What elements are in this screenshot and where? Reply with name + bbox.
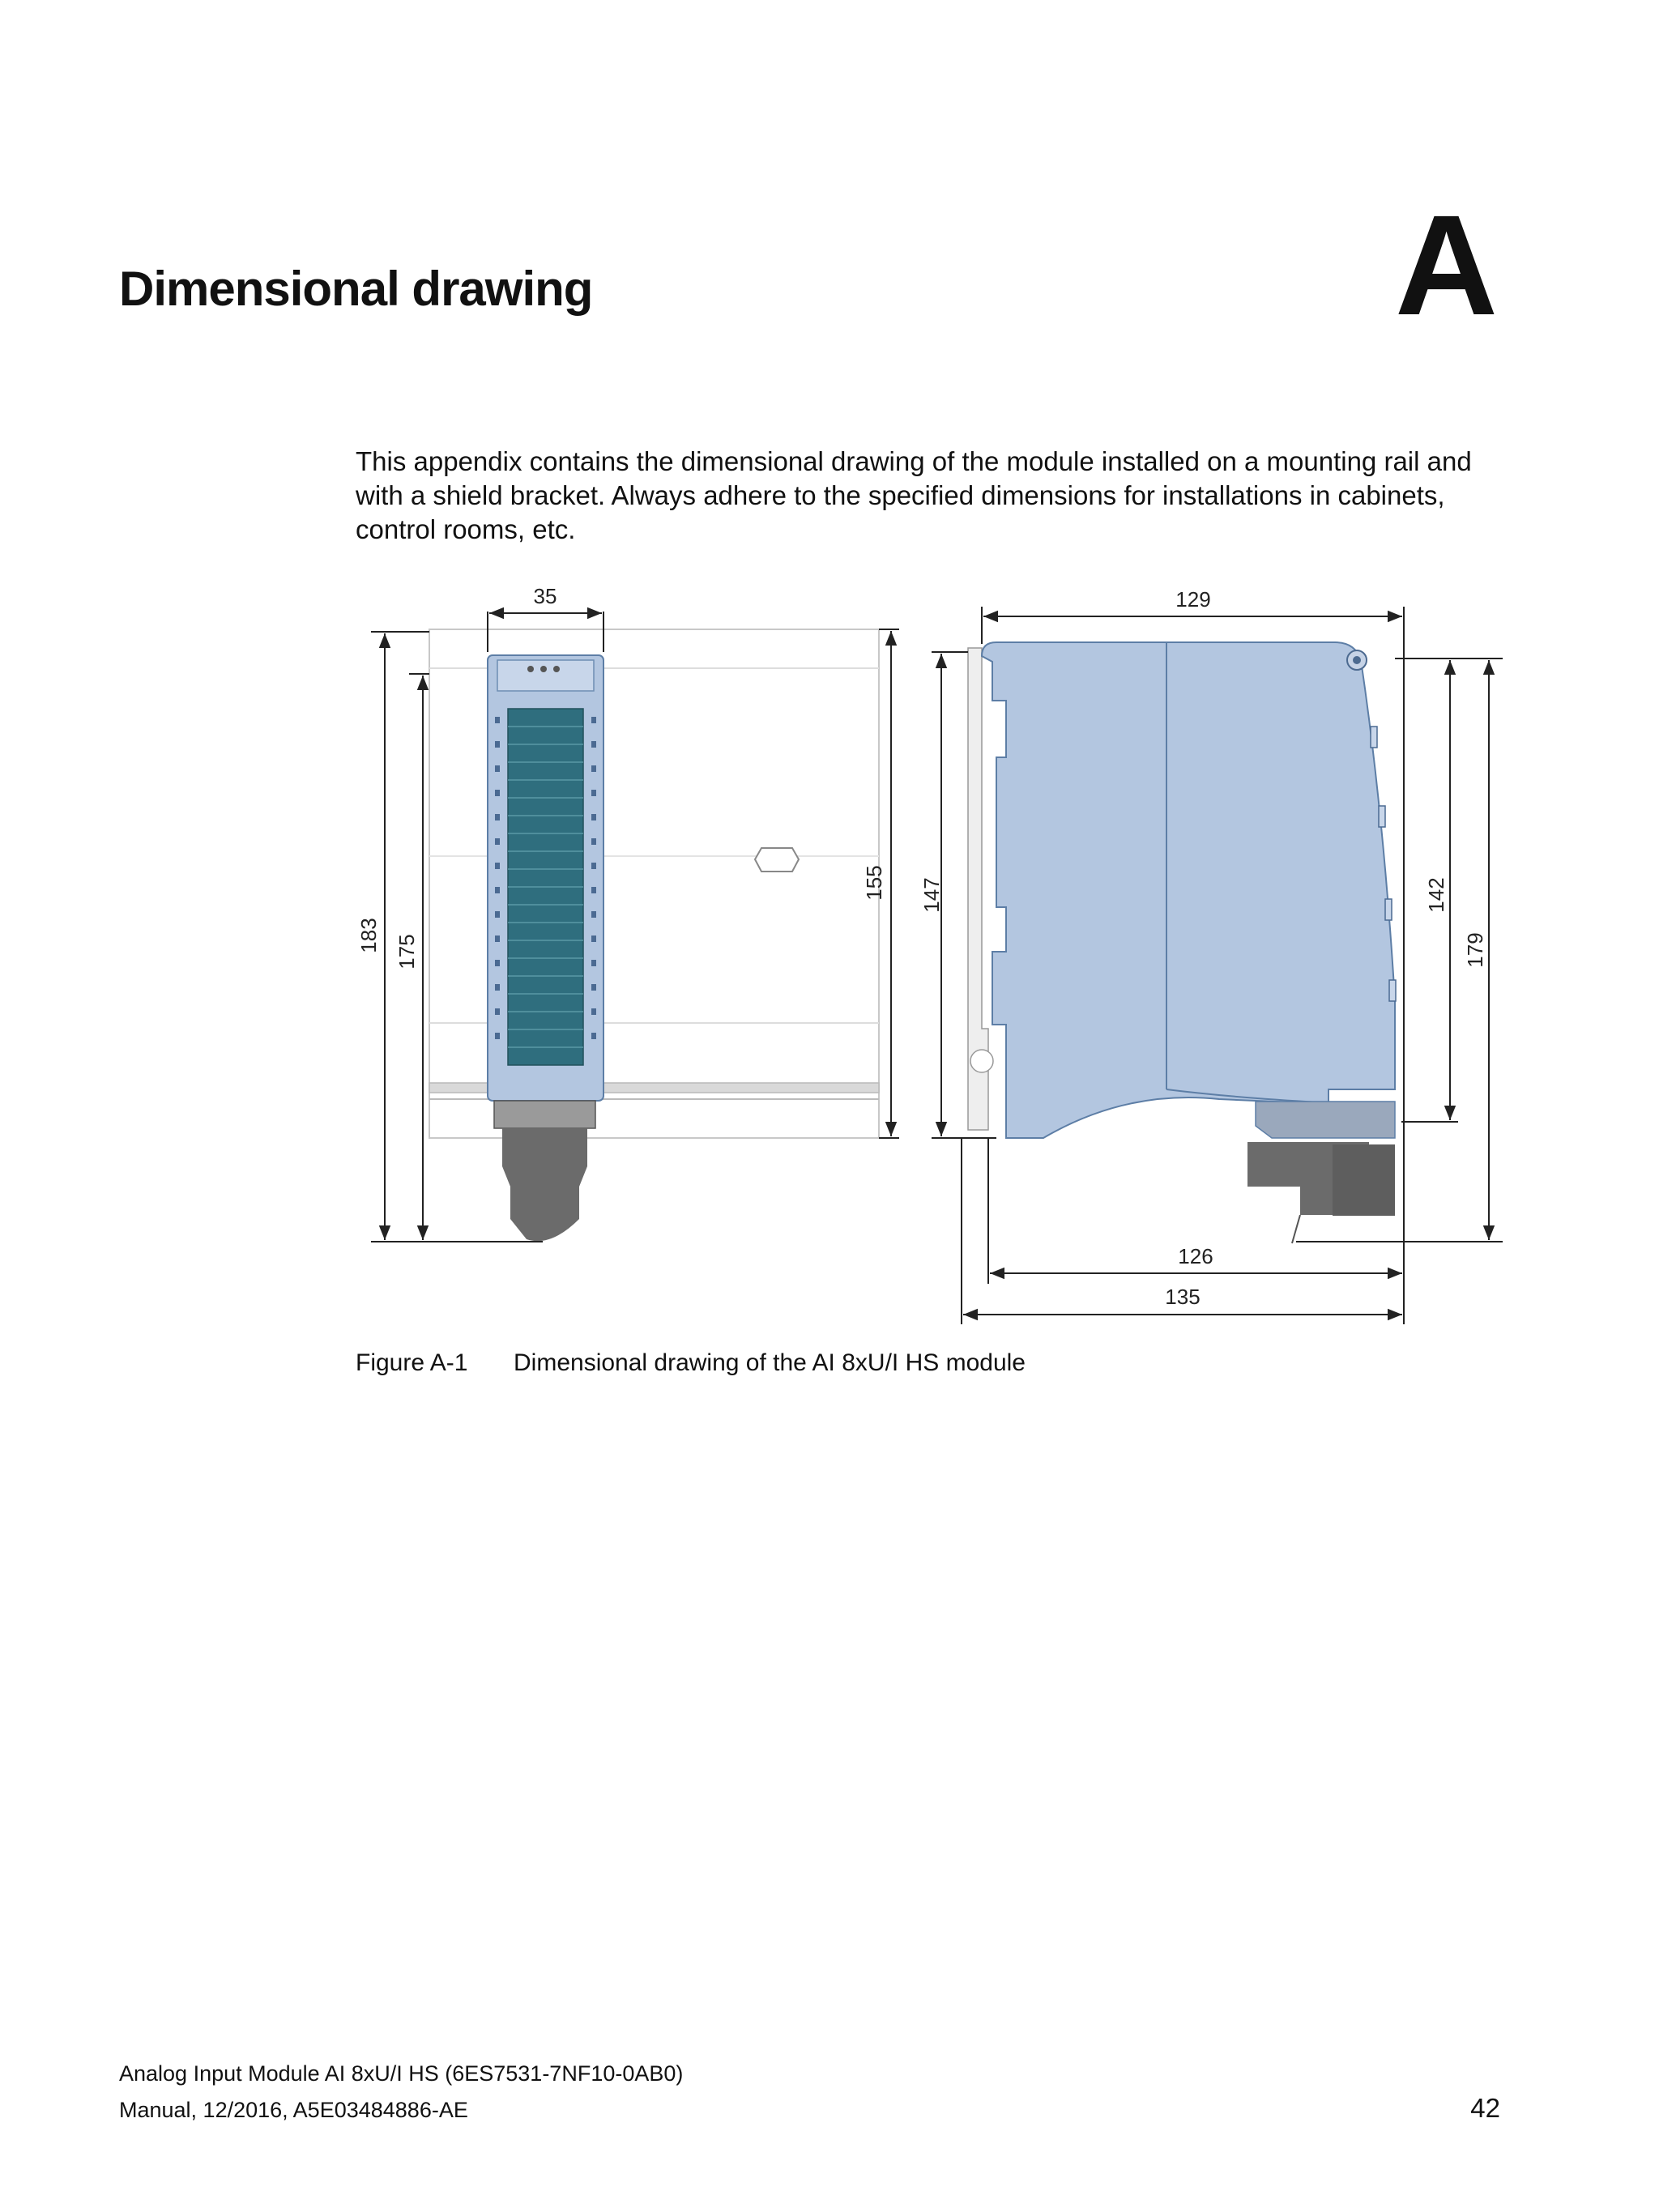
- figure-caption-id: Figure A-1: [356, 1349, 468, 1376]
- front-view: [356, 584, 899, 1242]
- dim-label-142: 142: [1424, 877, 1448, 913]
- footer-document-title: Analog Input Module AI 8xU/I HS (6ES7531-7NF10-0AB0): [119, 2061, 684, 2086]
- intro-paragraph: This appendix contains the dimensional drawing of the module installed on a mounting rail and with a shield bracket. Always adhere to the specified dimensions for installations in cabinets, control rooms, etc.: [356, 446, 1472, 544]
- dim-label-147: 147: [919, 877, 944, 913]
- dim-label-155: 155: [862, 865, 886, 901]
- dim-label-35: 35: [533, 584, 557, 608]
- dim-label-179: 179: [1463, 932, 1487, 968]
- dim-label-183: 183: [356, 918, 381, 953]
- dim-label-135: 135: [1165, 1285, 1201, 1309]
- dimensional-drawing-figure: [348, 571, 1507, 1349]
- figure-caption: [356, 1349, 1026, 1377]
- appendix-letter: A: [1395, 186, 1499, 345]
- footer-manual-info: Manual, 12/2016, A5E03484886-AE: [119, 2098, 468, 2122]
- page-number: 42: [1470, 2093, 1500, 2123]
- figure-caption-text: Dimensional drawing of the AI 8xU/I HS module: [514, 1349, 1026, 1376]
- dim-label-126: 126: [1178, 1244, 1213, 1268]
- dim-label-175: 175: [394, 934, 419, 970]
- dim-label-129: 129: [1175, 587, 1211, 612]
- side-view: [919, 587, 1503, 1324]
- chapter-title: Dimensional drawing: [119, 262, 593, 316]
